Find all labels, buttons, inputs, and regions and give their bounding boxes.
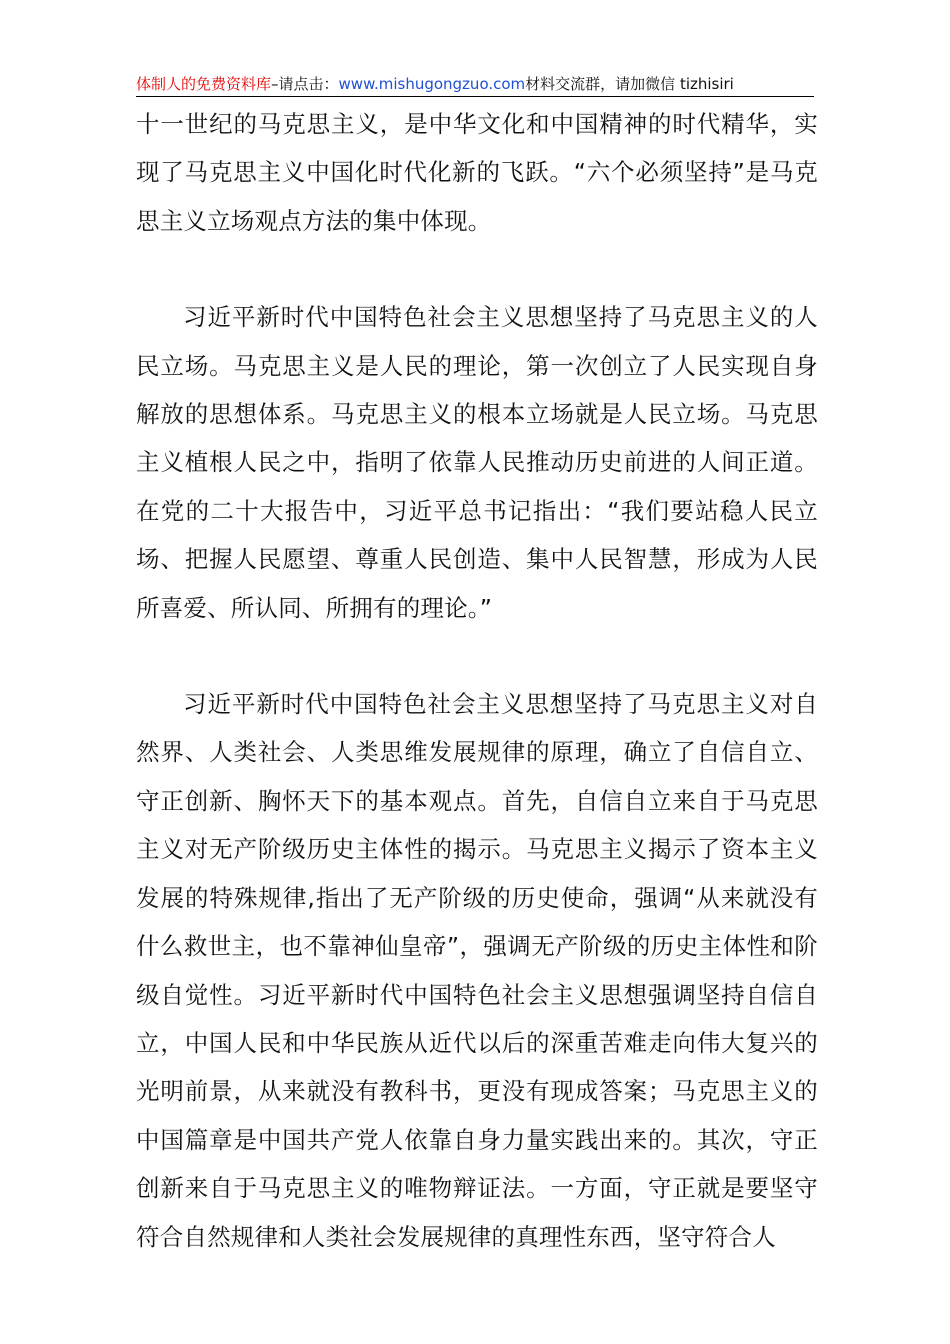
header-wechat-note: 材料交流群，请加微信 tizhisiri [525, 75, 734, 93]
paragraph-gap [136, 632, 818, 680]
paragraph-people-stance: 习近平新时代中国特色社会主义思想坚持了马克思主义的人民立场。马克思主义是人民的理论，第一次创立了人民实现自身解放的思想体系。马克思主义的根本立场就是人民立场。马克思主义植根人民之中，指明了依靠人民推动历史前进的人间正道。在党的二十大报告中，习近平总书记指出：“我们要站稳人民立场、把握人民愿望、尊重人民创造、集中人民智慧，形成为人民所喜爱、所认同、所拥有的理论。” [136, 303, 818, 622]
page-header [136, 74, 814, 97]
header-link[interactable]: www.mishugongzuo.com [338, 75, 526, 93]
document-body [136, 100, 818, 1261]
header-prompt: –请点击： [271, 75, 339, 93]
header-site-name: 体制人的免费资料库 [136, 75, 272, 93]
paragraph-continued: 十一世纪的马克思主义，是中华文化和中国精神的时代精华，实现了马克思主义中国化时代化新的飞跃。“六个必须坚持”是马克思主义立场观点方法的集中体现。 [136, 110, 818, 235]
paragraph-basic-viewpoints: 习近平新时代中国特色社会主义思想坚持了马克思主义对自然界、人类社会、人类思维发展规律的原理，确立了自信自立、守正创新、胸怀天下的基本观点。首先，自信自立来自于马克思主义对无产阶级历史主体性的揭示。马克思主义揭示了资本主义发展的特殊规律,指出了无产阶级的历史使命，强调“从来就没有什么救世主，也不靠神仙皇帝”，强调无产阶级的历史主体性和阶级自觉性。习近平新时代中国特色社会主义思想强调坚持自信自立，中国人民和中华民族从近代以后的深重苦难走向伟大复兴的光明前景，从来就没有教科书，更没有现成答案；马克思主义的中国篇章是中国共产党人依靠自身力量实践出来的。其次，守正创新来自于马克思主义的唯物辩证法。一方面，守正就是要坚守符合自然规律和人类社会发展规律的真理性东西，坚守符合人 [136, 690, 818, 1251]
paragraph-gap [136, 245, 818, 293]
